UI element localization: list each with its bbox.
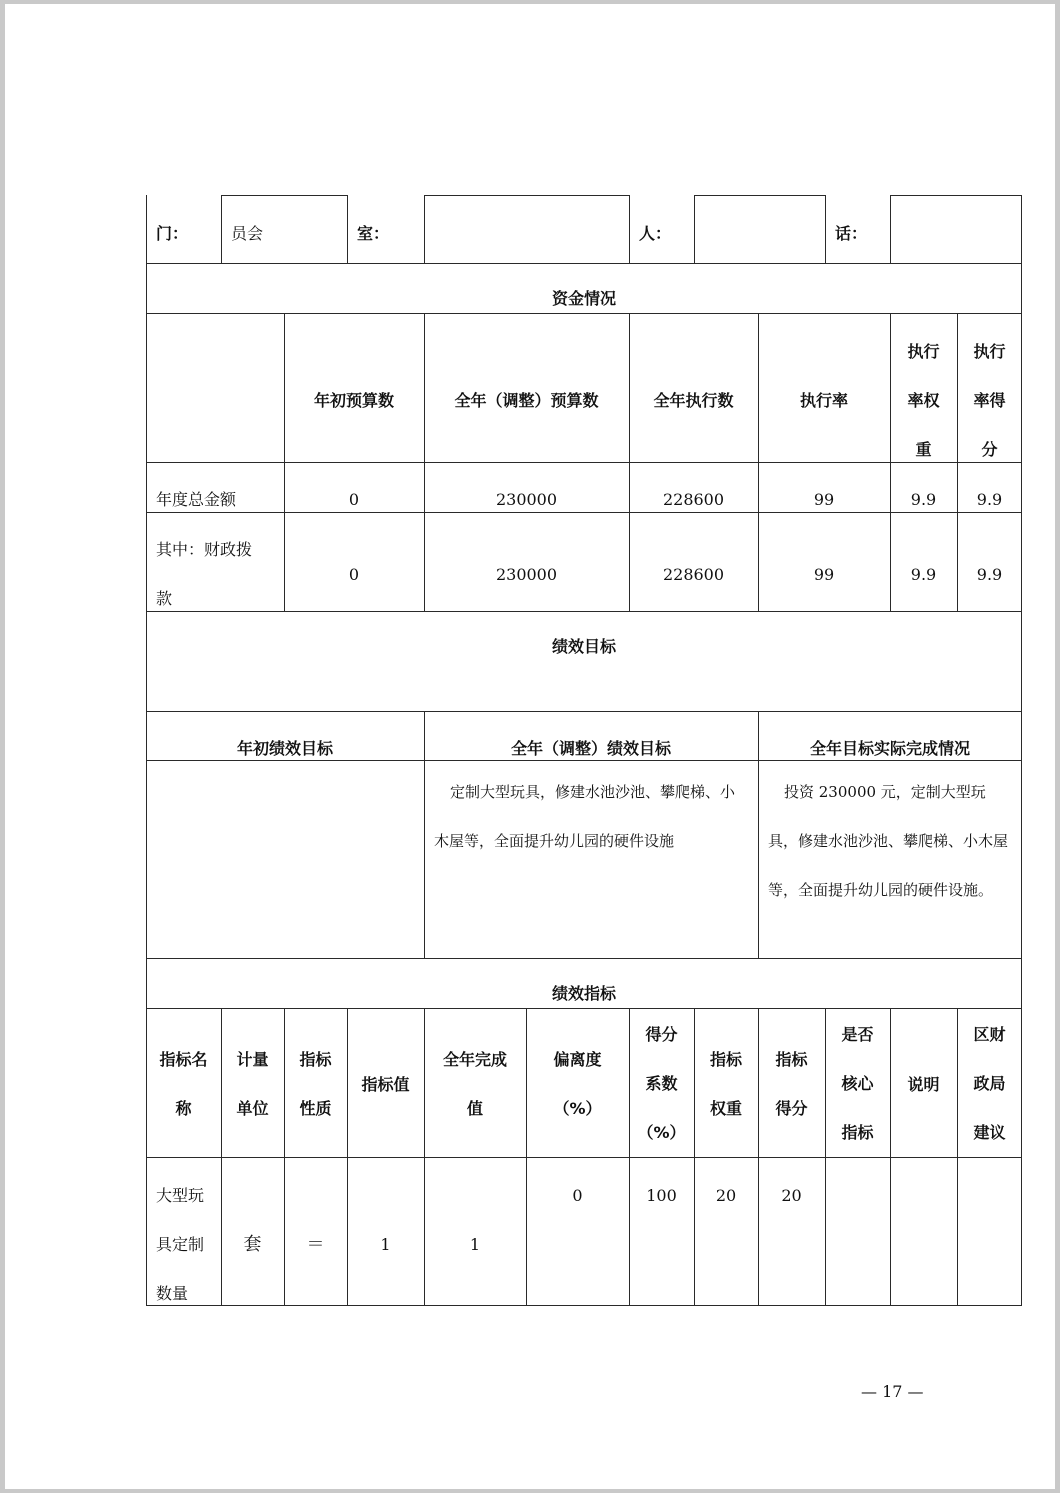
indicator-completed-value: 1: [469, 1235, 481, 1254]
row-total-weight: 9.9: [910, 490, 937, 509]
col-indicator-weight: 指标 权重: [709, 1050, 742, 1118]
rule: [146, 711, 1022, 712]
row-fiscal-weight: 9.9: [910, 565, 937, 584]
col-completed-value: 全年完成 值: [442, 1050, 507, 1118]
row-total-label: 年度总金额: [156, 490, 237, 509]
row-total-executed: 228600: [662, 490, 725, 509]
row-total-score: 9.9: [976, 490, 1003, 509]
funds-title: 资金情况: [551, 289, 616, 308]
row-total-rate: 99: [813, 490, 835, 509]
row-total-adjusted: 230000: [495, 490, 558, 509]
phone-label: 话：: [835, 224, 868, 243]
col-initial-budget: 年初预算数: [313, 391, 394, 410]
col-rate-weight: 执行 率权 重: [907, 342, 940, 459]
indicator-note: [890, 1171, 957, 1220]
rule: [890, 195, 1022, 196]
dept-label: 门：: [156, 224, 189, 243]
rule: [221, 195, 347, 196]
col-target-value: 指标值: [361, 1074, 410, 1094]
goals-title: 绩效目标: [551, 637, 616, 656]
col-actual-completion: 全年目标实际完成情况: [809, 739, 970, 758]
col-adjusted-goal: 全年（调整）绩效目标: [510, 739, 671, 758]
col-nature: 指标 性质: [299, 1050, 332, 1118]
col-note: 说明: [907, 1074, 940, 1094]
indicator-score: 20: [781, 1186, 802, 1205]
row-fiscal-adjusted: 230000: [495, 565, 558, 584]
indicator-deviation: 0: [572, 1186, 583, 1205]
col-adjusted-budget: 全年（调整）预算数: [454, 391, 599, 410]
indicator-unit: 套: [243, 1234, 262, 1255]
col-initial-goal: 年初绩效目标: [236, 739, 333, 758]
col-finance-advice: 区财 政局 建议: [973, 1024, 1006, 1142]
col-exec-rate: 执行率: [799, 391, 848, 410]
rule: [146, 958, 1022, 959]
col-score-coefficient: 得分 系数 （%）: [637, 1024, 686, 1142]
indicators-title: 绩效指标: [551, 984, 616, 1003]
performance-table: [146, 195, 1022, 1306]
rule: [424, 195, 425, 263]
col-indicator-name: 指标名 称: [159, 1050, 208, 1118]
indicator-name: 大型玩 具定制 数量: [156, 1186, 205, 1303]
initial-goal-text: [146, 762, 424, 958]
row-fiscal-label: 其中：财政拨 款: [156, 540, 253, 608]
rule: [694, 195, 825, 196]
indicator-target-value: 1: [380, 1235, 391, 1254]
rule: [424, 195, 629, 196]
page-number: — 17 —: [861, 1382, 924, 1401]
col-rate-score: 执行 率得 分: [973, 342, 1006, 459]
office-label: 室：: [357, 224, 390, 243]
rule: [146, 1305, 1022, 1306]
person-label: 人：: [639, 224, 672, 243]
row-fiscal-initial: 0: [348, 565, 360, 584]
dept-value: 员会: [231, 224, 264, 243]
rule: [694, 195, 695, 263]
col-indicator-score: 指标 得分: [775, 1050, 808, 1118]
col-deviation: 偏离度 （%）: [553, 1050, 602, 1118]
row-fiscal-executed: 228600: [662, 565, 725, 584]
indicator-nature: ＝: [306, 1234, 325, 1255]
col-is-core: 是否 核心 指标: [841, 1024, 874, 1142]
rule: [146, 263, 1022, 264]
row-total-initial: 0: [348, 490, 360, 509]
indicator-weight: 20: [715, 1186, 737, 1205]
row-fiscal-rate: 99: [813, 565, 835, 584]
col-unit: 计量 单位: [236, 1050, 269, 1118]
indicator-is-core: [825, 1171, 890, 1220]
col-executed: 全年执行数: [653, 391, 734, 410]
document-page: [5, 4, 1055, 1489]
indicator-score-coefficient: 100: [646, 1186, 677, 1205]
actual-completion-text: 投资 230000 元，定制大型玩具，修建水池沙池、攀爬梯、小木屋等，全面提升幼儿园的硬件设施。: [768, 783, 1009, 899]
row-fiscal-score: 9.9: [976, 565, 1003, 584]
adjusted-goal-text: 定制大型玩具，修建水池沙池、攀爬梯、小木屋等，全面提升幼儿园的硬件设施: [434, 783, 736, 850]
indicator-finance-advice: [957, 1171, 1022, 1220]
rule: [890, 195, 891, 263]
